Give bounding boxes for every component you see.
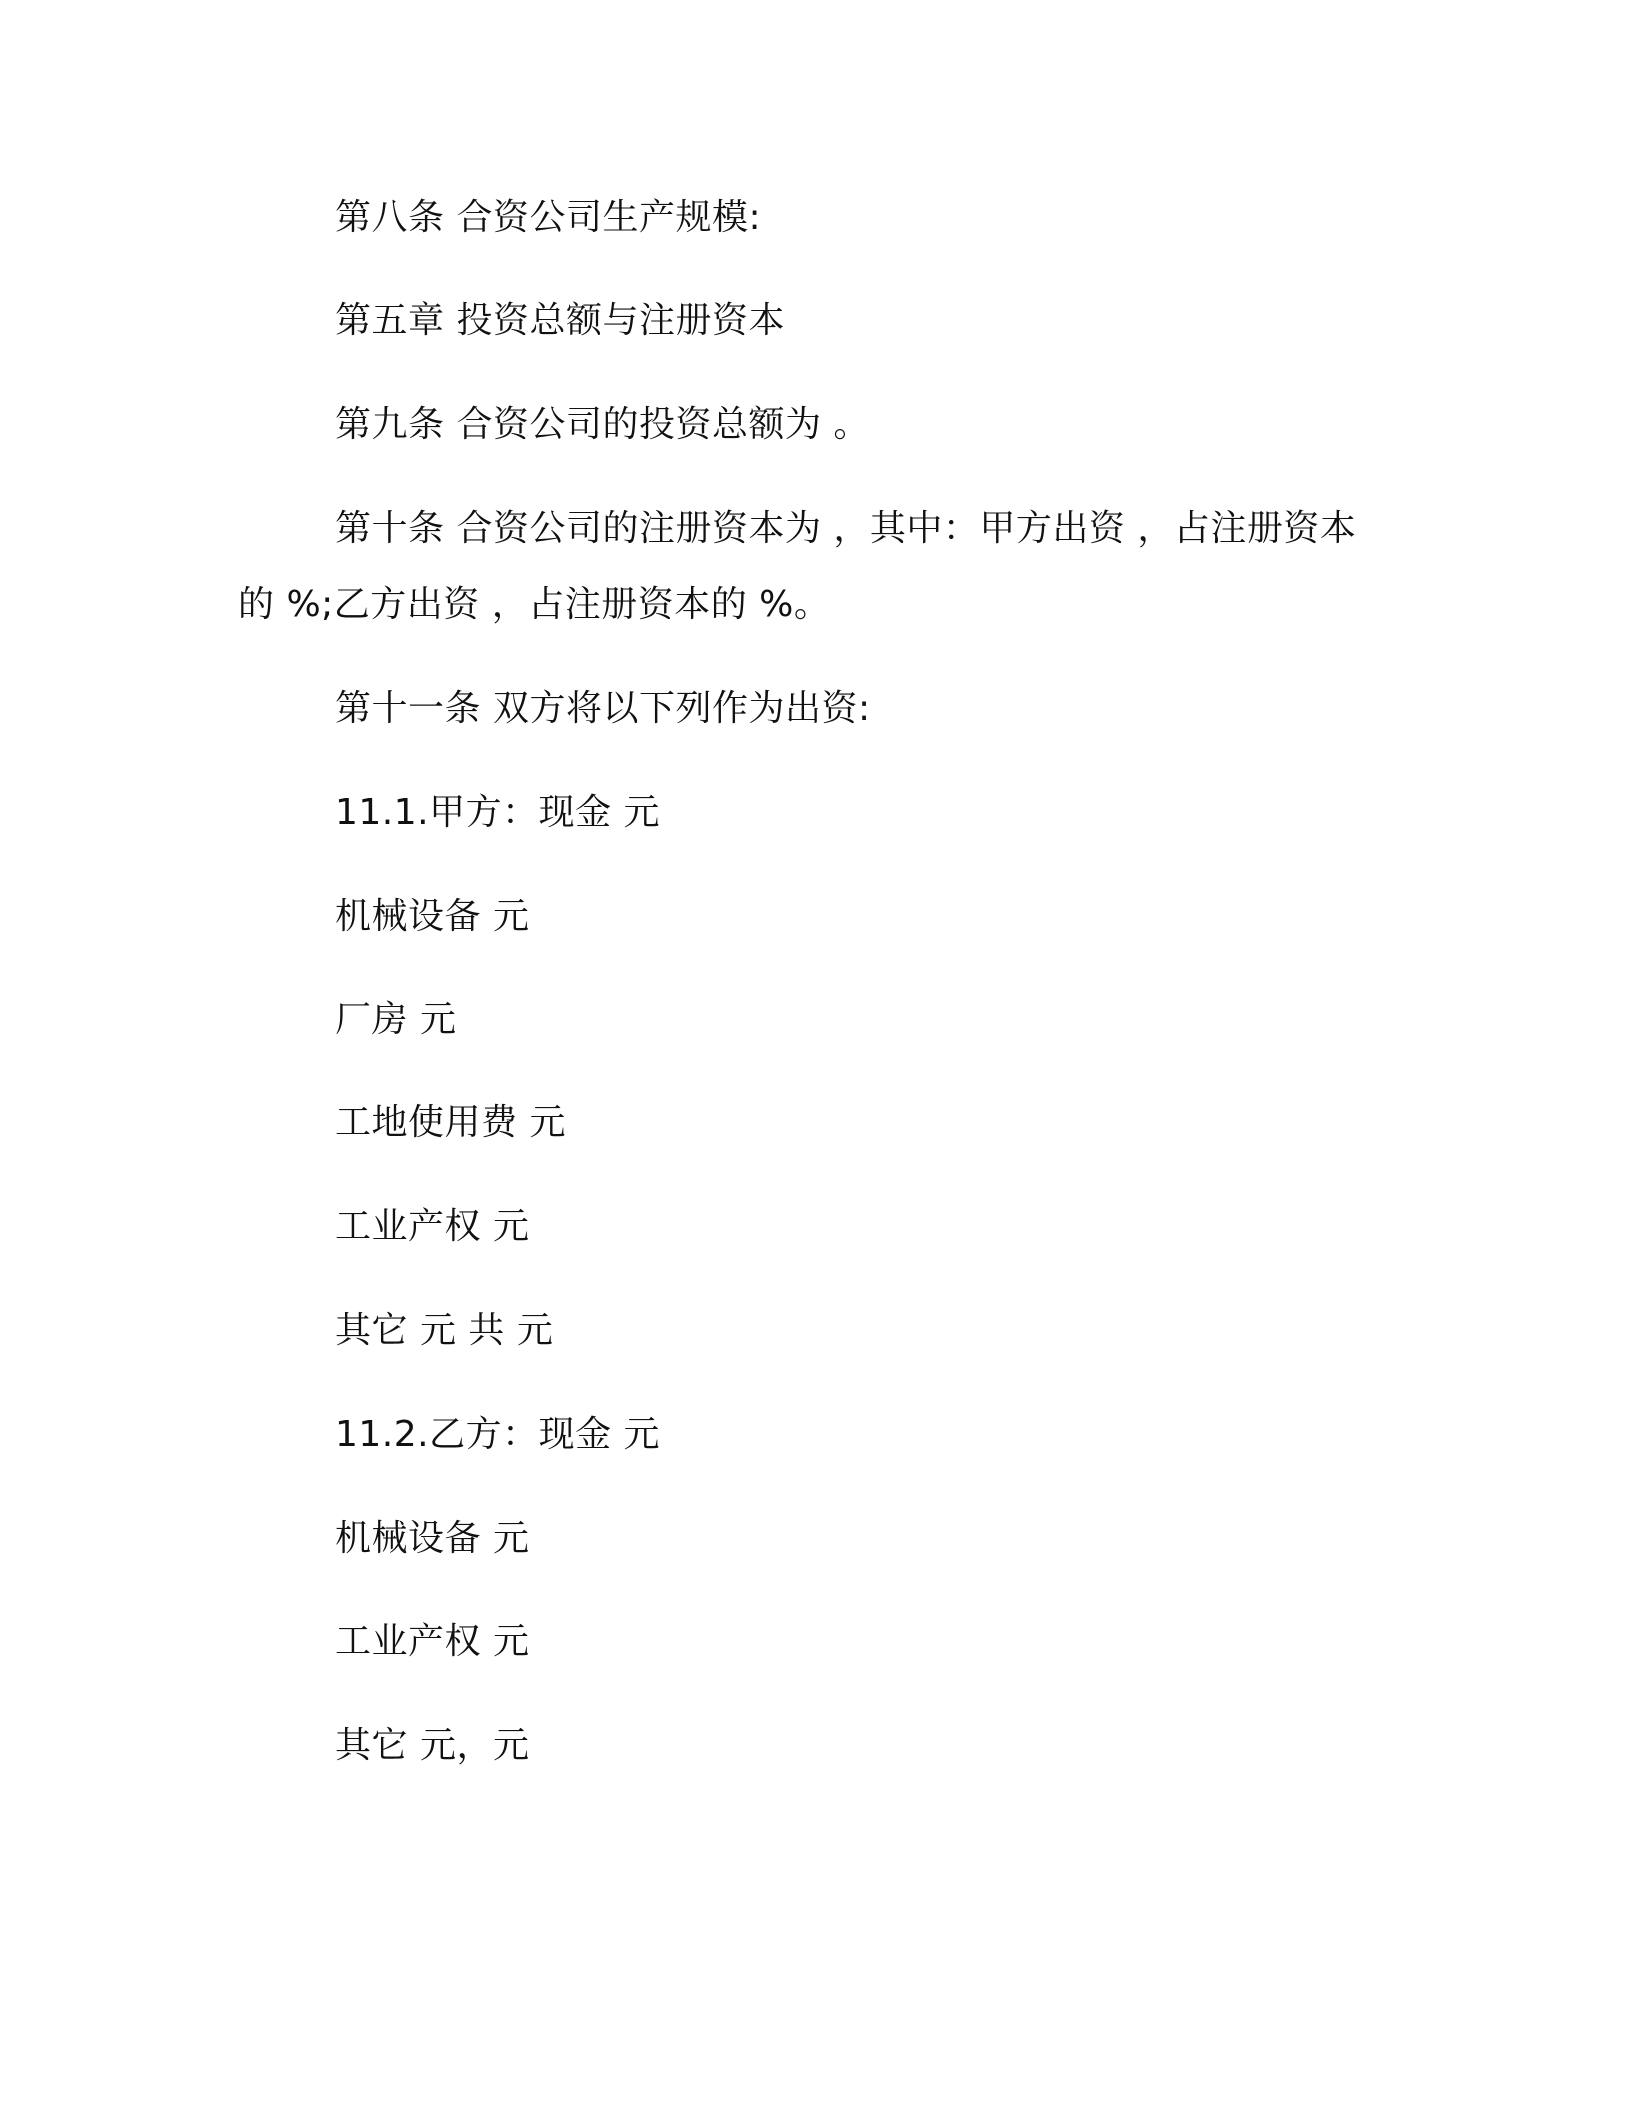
article-8-heading: 第八条 合资公司生产规模: <box>335 197 762 238</box>
article-10-continuation: 的 %;乙方出资 ，占注册资本的 %。 <box>238 584 831 625</box>
article-11-heading: 第十一条 双方将以下列作为出资: <box>335 688 871 729</box>
party-b-industrial-property: 工业产权 元 <box>335 1621 530 1662</box>
party-a-site-fee: 工地使用费 元 <box>335 1102 566 1143</box>
party-a-industrial-property: 工业产权 元 <box>335 1206 530 1247</box>
article-10-text: 第十条 合资公司的注册资本为 ，其中：甲方出资 ，占注册资本 <box>335 508 1357 549</box>
party-a-machinery: 机械设备 元 <box>335 896 530 937</box>
article-9-text: 第九条 合资公司的投资总额为 。 <box>335 404 870 445</box>
chapter-5-heading: 第五章 投资总额与注册资本 <box>335 300 785 341</box>
party-b-machinery: 机械设备 元 <box>335 1518 530 1559</box>
party-a-factory: 厂房 元 <box>335 999 457 1040</box>
party-a-other-total: 其它 元 共 元 <box>335 1310 554 1351</box>
party-b-cash: 11.2.乙方：现金 元 <box>335 1414 661 1455</box>
party-b-other: 其它 元，元 <box>335 1725 530 1766</box>
party-a-cash: 11.1.甲方：现金 元 <box>335 792 661 833</box>
